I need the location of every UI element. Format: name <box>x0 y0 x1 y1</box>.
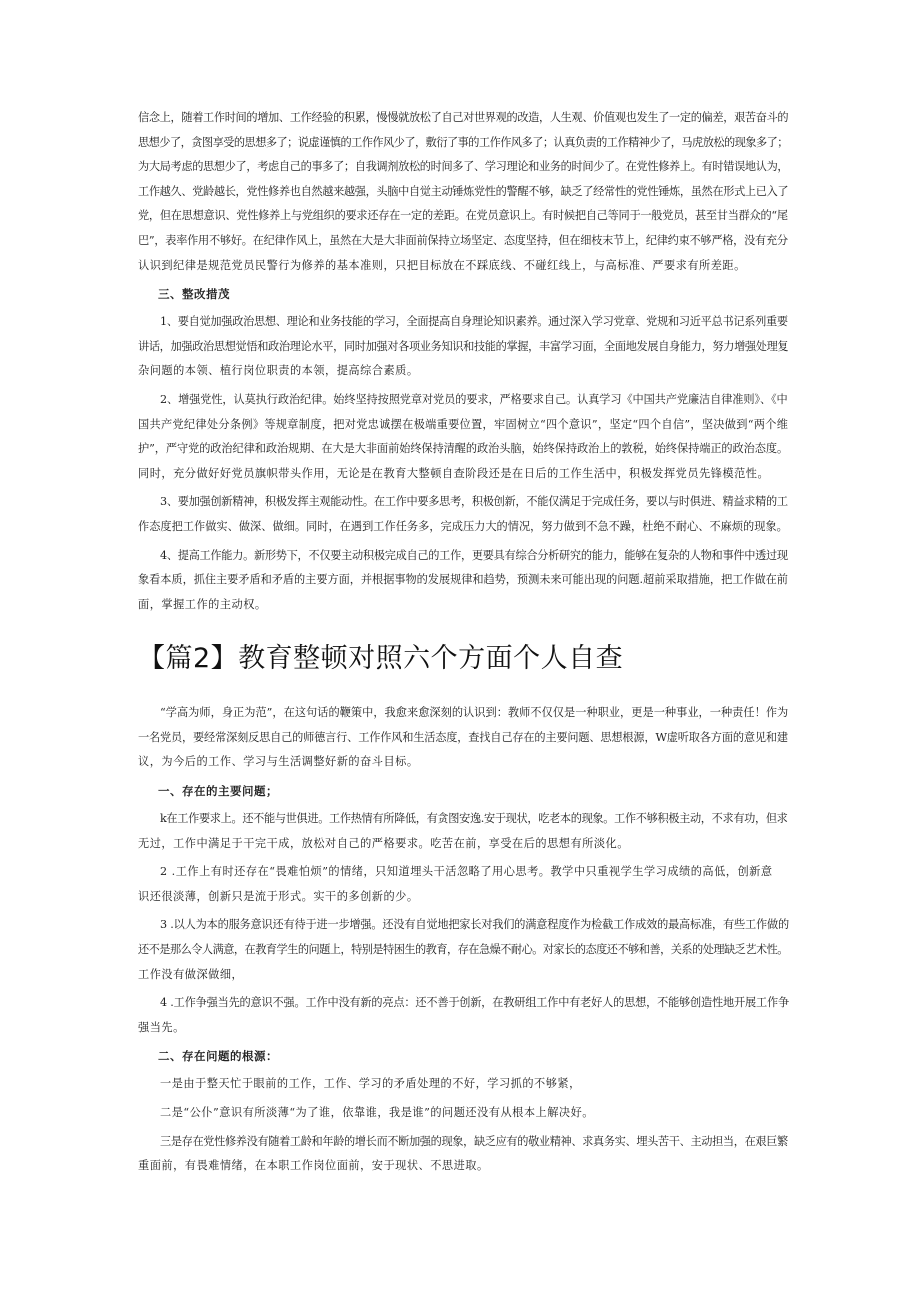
text-line: 重面前，有畏难情绪，在本职工作岗位面前，安于现状、不思进取。 <box>138 1159 489 1173</box>
article-title: 【篇2】教育整顿对照六个方面个人自查 <box>138 643 624 675</box>
text-line: 1、要自觉加强政治思想、理论和业务技能的学习，全面提高自身理论知识素养。通过深入学习党章、党规和习近平总书记系列重要 <box>160 315 788 329</box>
text-line: 二是“公仆”意识有所淡薄“为了谁，依靠谁，我是谁”的问题还没有从根本上解决好。 <box>160 1106 594 1119</box>
section-heading-problems: 一、存在的主要问题； <box>158 784 278 799</box>
text-line: 三是存在党性修养没有随着工龄和年龄的增长而不断加强的现象，缺乏应有的敬业精神、求真务实、埋头苦干、主动担当，在艰巨繁 <box>160 1134 788 1148</box>
text-line: 工作没有做深做细， <box>138 967 244 981</box>
measure-paragraph-4 <box>138 544 788 618</box>
text-line: 巴”，表率作用不够好。在纪律作风上，虽然在大是大非面前保持立场坚定、态度坚持，但在细枝末节上，纪律约束不够严格，没有充分 <box>138 233 788 247</box>
text-line: 为大局考虑的思想少了，考虑自己的事多了；自我调剂放松的时间多了、学习理论和业务的时间少了。在党性修养上。有时错误地认为， <box>138 160 789 174</box>
text-line: 2、增强党性，认莫执行政治纪律。始终坚持按照党章对党员的要求，严格要求自己。认真学习《中国共产党廉洁自律准则》、《中 <box>160 392 788 406</box>
text-line: 思想少了，贪图享受的思想多了；说虚谨慎的工作作风少了，敷衍了事的工作作风多了；认真负责的工作精神少了，马虎放松的现象多了； <box>138 135 788 149</box>
text-line: 4、提高工作能力。新形势下，不仅要主动积极完成自己的工作，更要具有综合分析研究的能力，能够在复杂的人物和事件中透过现 <box>160 548 788 562</box>
section-heading-roots: 二、存在问题的根源： <box>158 1049 278 1064</box>
intro-paragraph <box>138 701 788 775</box>
text-line: 认识到纪律是规范党员民警行为修养的基本准则，只把目标放在不踩底线、不碰红线上，与高标准、严要求有所差距。 <box>138 258 746 272</box>
text-line: 作态度把工作做实、做深、做细。同时，在遇到工作任务多，完成压力大的情况，努力做到不急不躁，杜绝不耐心、不麻烦的现象。 <box>138 519 788 533</box>
text-line: 3、要加强创新精神，积极发挥主观能动性。在工作中要多思考，积极创新，不能仅满足于完成任务，要以与时俱进、精益求精的工 <box>160 495 788 509</box>
text-line: k在工作要求上。还不能与世俱进。工作热情有所降低，有贪图安逸.安于现状，吃老本的现象。工作不够积极主动，不求有功，但求 <box>160 812 788 826</box>
section-heading-measures: 三、整改措茂 <box>158 287 230 302</box>
text-line: 无过，工作中满足于干完干成，放松对自己的严格要求。吃苦在前，享受在后的思想有所淡化。 <box>138 836 629 850</box>
problem-paragraph-3 <box>138 913 788 987</box>
text-line: 国共产党纪律处分条例》等规章制度，把对党忠诚摆在极端重要位置，牢固树立“四个意识”，坚定“四个自信”，坚决做到“两个维 <box>138 417 789 431</box>
text-line: 讲话，加强政治思想觉悟和政治理论水平，同时加强对各项业务知识和技能的掌握，丰富学习面，全面地发展自身能力，努力增强处理复 <box>138 339 789 353</box>
root-paragraph-1 <box>138 1072 788 1097</box>
measure-paragraph-2 <box>138 388 788 486</box>
text-line: 议，为今后的工作、学习与生活调整好新的奋斗目标。 <box>138 755 419 769</box>
text-line: 同时，充分做好好党员旗帜带头作用，无论是在教育大整顿自查阶段还是在日后的工作生活中，积极发挥党员先锋模范性。 <box>138 466 770 480</box>
document-page <box>138 106 788 1179</box>
text-line: 还不是那么令人满意，在教育学生的问题上，特别是特困生的教育，存在急燥不耐心。对家长的态度还不够和善，关系的处理缺乏艺术性。 <box>138 943 788 957</box>
problem-paragraph-4 <box>138 991 788 1040</box>
text-line: 护”，严守党的政治纪律和政治规期、在大是大非面前始终保持清醒的政治头脑，始终保持政治上的敦税，始终保持端正的政治态度。 <box>138 442 789 456</box>
text-line: “学高为师，身正为范”，在这句话的鞭策中，我愈来愈深刻的认识到：教师不仅仅是一种职业，更是一种事业，一种责任！作为 <box>160 706 789 720</box>
text-line: 3 .以人为本的服务意识还有待于进一步增强。还没有自觉地把家长对我们的满意程度作为检截工作成效的最高标准，有些工作做的 <box>160 918 789 932</box>
text-line: 一是由于整天忙于眼前的工作，工作、学习的矛盾处理的不好，学习抓的不够紧， <box>160 1077 581 1091</box>
measure-paragraph-1 <box>138 310 788 384</box>
text-line: 识还很淡薄，创新只是流于形式。实干的多创新的少。 <box>138 889 419 903</box>
root-paragraph-2 <box>138 1101 788 1126</box>
text-line: 象看本质，抓住主要矛盾和矛盾的主要方面，并根据事物的发展规律和趋势，预测未来可能出现的问题.超前采取措施，把工作做在前 <box>138 573 788 587</box>
section1-tail-paragraph <box>138 106 788 278</box>
text-line: 信念上，随着工作时间的增加、工作经验的积累，慢慢就放松了自己对世界观的改造，人生观、价值观也发生了一定的偏差，艰苦奋斗的 <box>138 111 789 124</box>
text-line: 面，掌握工作的主动权。 <box>138 597 267 611</box>
text-line: 4 .工作争强当先的意识不强。工作中没有新的亮点：还不善于创新，在教研组工作中有老好人的思想，不能够创造性地开展工作争 <box>160 996 789 1010</box>
problem-paragraph-2 <box>138 860 788 909</box>
text-line: 工作越久、党龄越长，党性修养也自然越来越强，头脑中自觉主动锤炼党性的警醒不够，缺乏了经常性的党性锤炼，虽然在形式上已入了 <box>138 184 789 198</box>
measure-paragraph-3 <box>138 490 788 539</box>
text-line: 强当先。 <box>138 1020 185 1034</box>
text-line: 2 .工作上有时还存在“畏难怕烦”的情绪，只知道埋头干活忽略了用心思考。教学中只重视学生学习成绩的高低，创新意 <box>160 865 773 879</box>
root-paragraph-3 <box>138 1130 788 1179</box>
problem-paragraph-1 <box>138 807 788 856</box>
text-line: 杂问题的本领、植行岗位职责的本领，提高综合素质。 <box>138 364 419 378</box>
text-line: 一名党员，要经常深刻反思自己的师德言行、工作作风和生活态度，查找自己存在的主要问题、思想根源，W虚听取各方面的意见和建 <box>138 730 788 744</box>
text-line: 党，但在思想意识、党性修养上与党组织的要求还存在一定的差距。在党员意识上。有时候把自己等同于一般党员，甚至甘当群众的“尾 <box>138 209 788 223</box>
